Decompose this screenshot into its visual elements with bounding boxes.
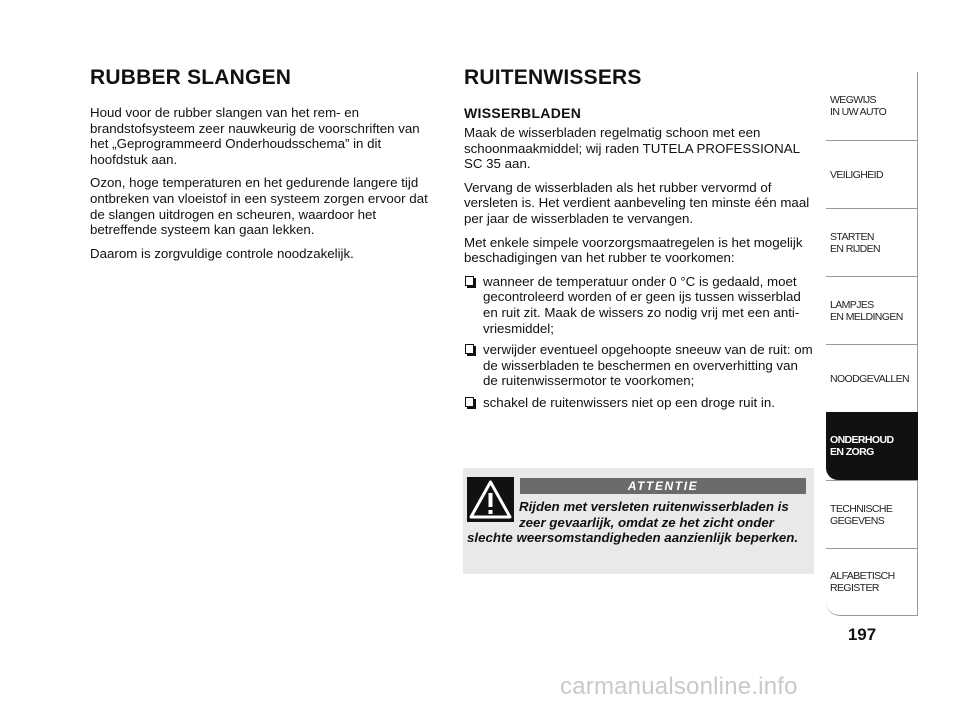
list-item: verwijder eventueel opgehoopte sneeuw van de ruit: om de wisserbladen te beschermen en oververhitting van de ruitenwissermotor te voorkomen; xyxy=(464,342,814,389)
list-item: schakel de ruitenwissers niet op een droge ruit in. xyxy=(464,395,814,411)
left-column xyxy=(90,66,440,269)
checkbox-bullet-icon xyxy=(465,344,474,354)
paragraph: Houd voor de rubber slangen van het rem- en brandstofsysteem zeer nauwkeurig de voorschriften van het „Geprogrammeerd Onderhoudsschema” in dit hoofdstuk aan. xyxy=(90,105,420,167)
page-number: 197 xyxy=(847,625,877,644)
tab-veiligheid[interactable]: VEILIGHEID xyxy=(826,140,918,208)
attentie-label: ATTENTIE xyxy=(520,478,806,494)
tab-technische[interactable]: TECHNISCHE GEGEVENS xyxy=(826,480,918,548)
tab-register[interactable]: ALFABETISCH REGISTER xyxy=(826,548,918,616)
paragraph: Maak de wisserbladen regelmatig schoon met een schoonmaakmiddel; wij raden TUTELA PROFESSIONAL SC 35 aan. xyxy=(464,125,800,172)
paragraph: Ozon, hoge temperaturen en het gedurende langere tijd ontbreken van vloeistof in een systeem zorgen ervoor dat de slangen uitdrogen en scheuren, waardoor het betreffende systeem kan gaan lekken. xyxy=(90,175,428,238)
warning-box xyxy=(463,468,814,574)
watermark: carmanualsonline.info xyxy=(560,673,798,700)
subsection-title-wisserbladen: WISSERBLADEN xyxy=(464,105,582,121)
tab-onderhoud[interactable]: ONDERHOUD EN ZORG xyxy=(826,412,918,480)
checkbox-bullet-icon xyxy=(465,276,474,286)
tab-lampjes[interactable]: LAMPJES EN MELDINGEN xyxy=(826,276,918,344)
paragraph: Vervang de wisserbladen als het rubber vervormd of versleten is. Het verdient aanbeveling ten minste één maal per jaar de wisserbladen te vervangen. xyxy=(464,179,810,226)
list-item: wanneer de temperatuur onder 0 °C is gedaald, moet gecontroleerd worden of er geen ijs tussen wisserblad en ruit zit. Maak de wissers zo nodig vrij met een anti-vriesmiddel; xyxy=(464,274,814,336)
tab-starten[interactable]: STARTEN EN RIJDEN xyxy=(826,208,918,276)
section-title-ruitenwissers: RUITENWISSERS xyxy=(464,66,642,89)
warning-text: Rijden met versleten ruitenwisserbladen is zeer gevaarlijk, omdat ze het zicht onder slechte weersomstandigheden aanzienlijk beperken. xyxy=(467,499,799,546)
tab-noodgevallen[interactable]: NOODGEVALLEN xyxy=(826,344,918,412)
precaution-list xyxy=(464,274,814,411)
chapter-tabs xyxy=(826,72,918,616)
right-column xyxy=(464,66,814,417)
section-title-rubber-slangen: RUBBER SLANGEN xyxy=(90,66,292,89)
checkbox-bullet-icon xyxy=(465,397,474,407)
tab-wegwijs[interactable]: WEGWIJS IN UW AUTO xyxy=(826,72,918,140)
paragraph: Daarom is zorgvuldige controle noodzakelijk. xyxy=(90,245,354,261)
paragraph: Met enkele simpele voorzorgsmaatregelen is het mogelijk beschadigingen van het rubber te voorkomen: xyxy=(464,234,803,266)
